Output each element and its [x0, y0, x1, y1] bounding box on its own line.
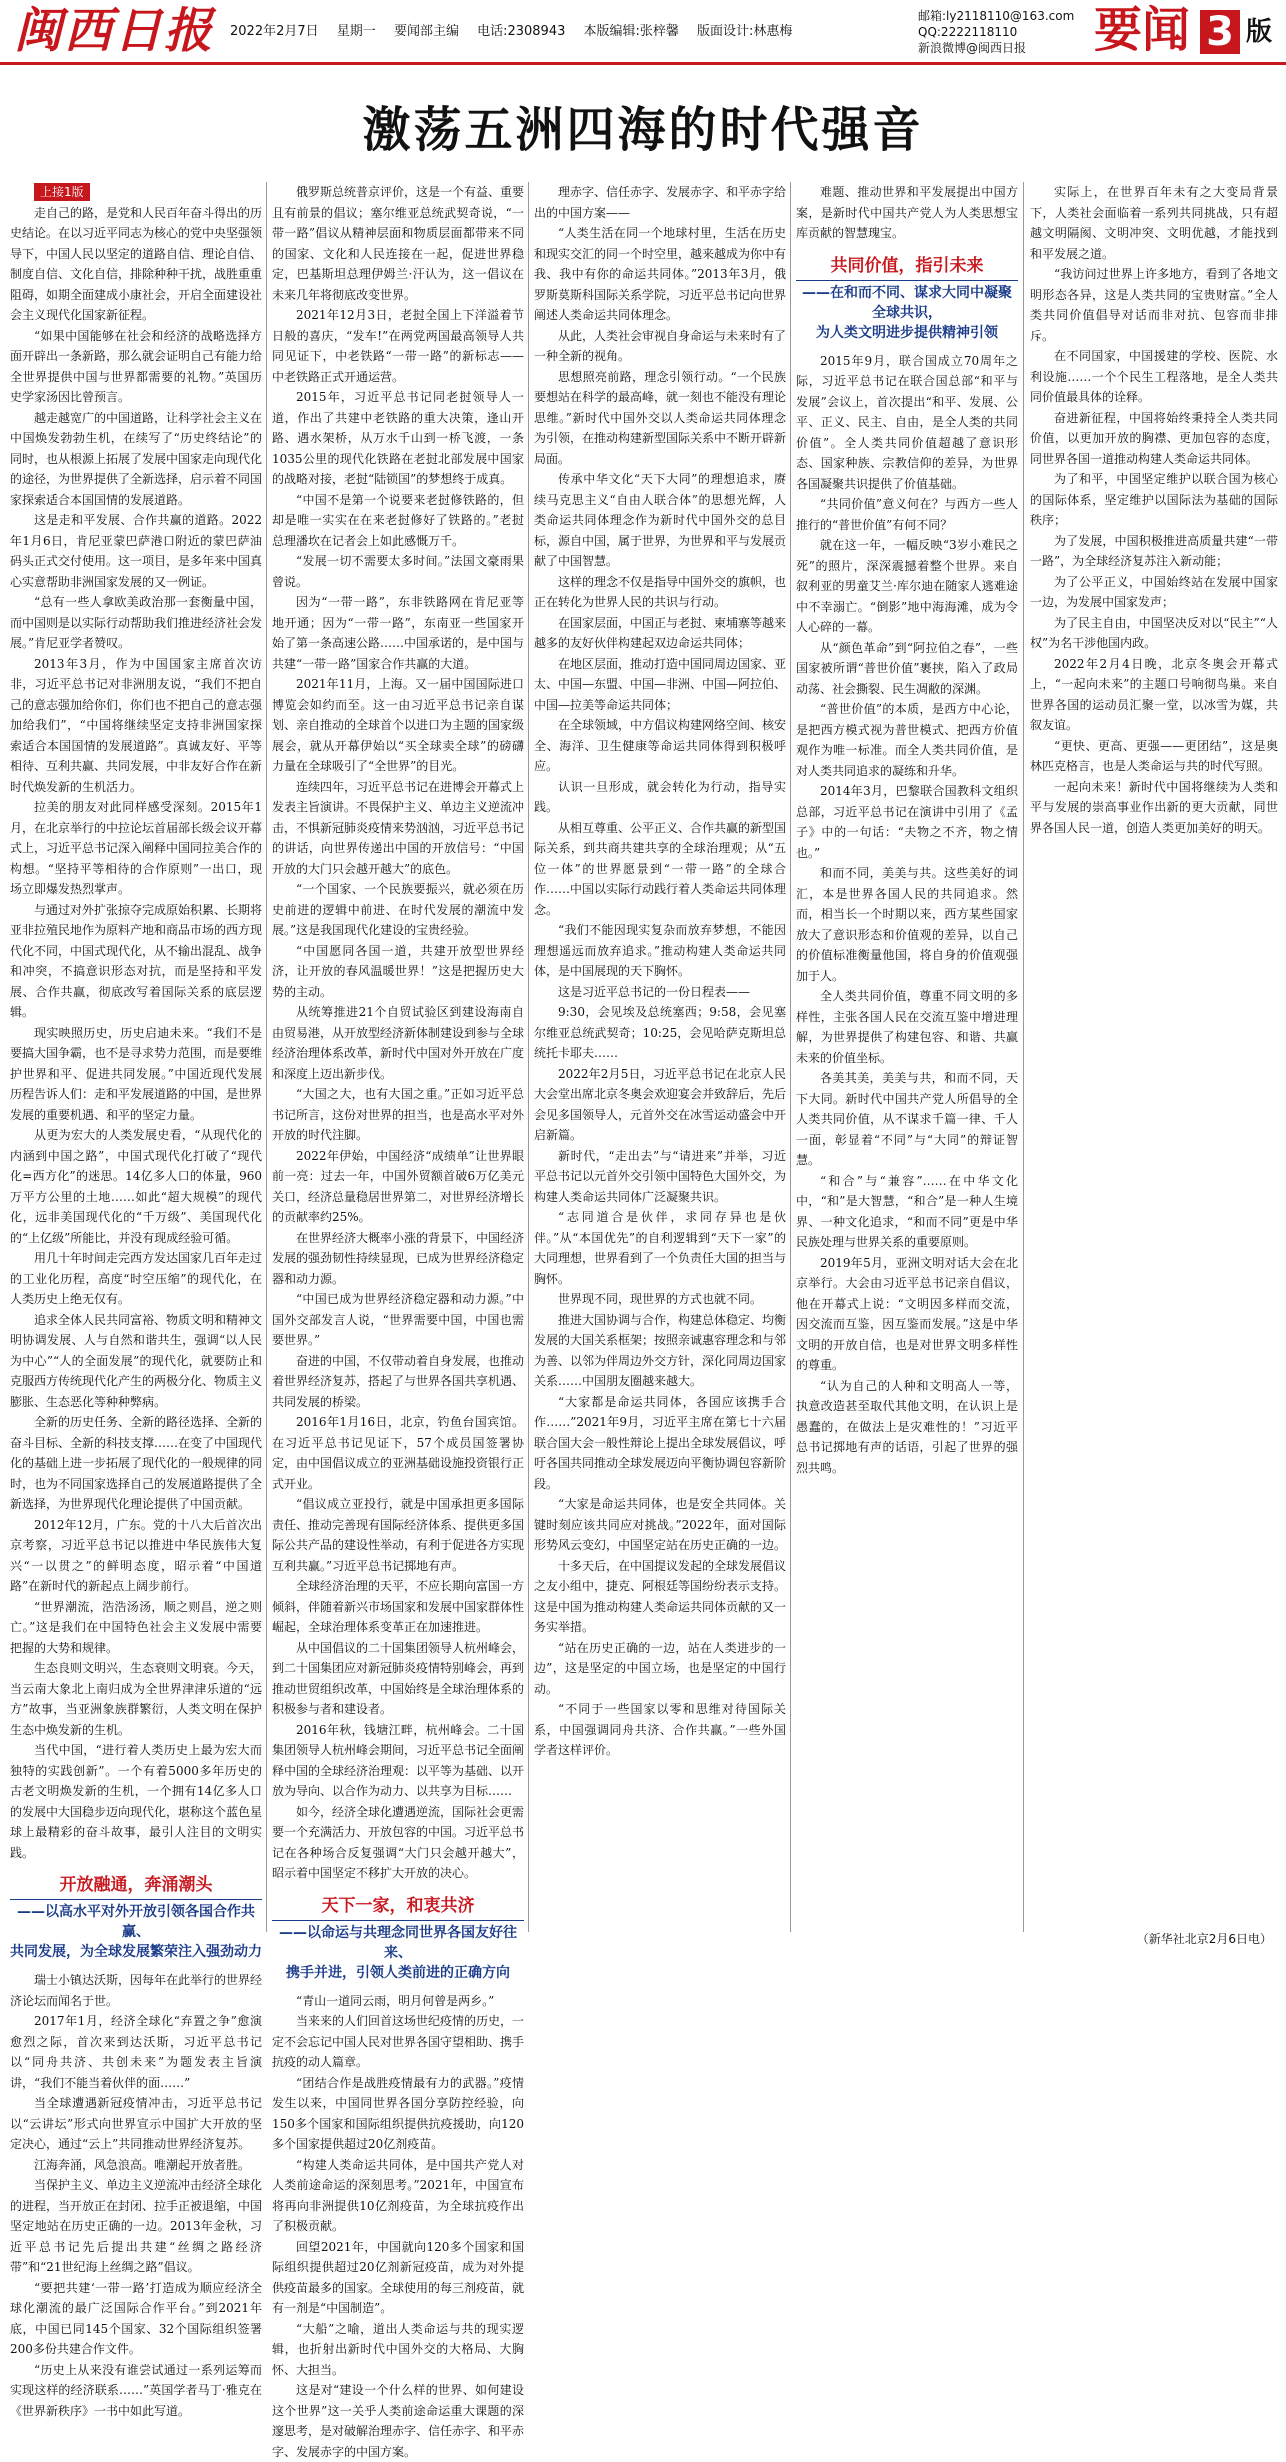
article-paragraph: 当来来的人们回首这场世纪疫情的历史，一定不会忘记中国人民对世界各国守望相助、携手抗疫的动人篇章。 — [272, 2011, 524, 2073]
article-paragraph: 推进大国协调与合作，构建总体稳定、均衡发展的大国关系框架；按照亲诚惠容理念和与邻为善、以邻为伴周边外交方针，深化同周边国家关系……中国朋友圈越来越大。 — [534, 1310, 786, 1392]
column-1 — [10, 182, 262, 1927]
article-paragraph: 从中国倡议的二十国集团领导人杭州峰会，到二十国集团应对新冠肺炎疫情特别峰会，再到推动世贸组织改革，中国始终是全球治理体系的积极参与者和建设者。 — [272, 1638, 524, 1720]
article-paragraph: “不同于一些国家以零和思维对待国际关系，中国强调同舟共济、合作共赢。”一些外国学者这样评价。 — [534, 1699, 786, 1761]
article-paragraph: 2013年3月，作为中国国家主席首次访非，习近平总书记对非洲朋友说，“我们不把自己的意志强加给你们，你们也不把自己的意志强加给我们”，“中国将继续坚定支持非洲国家探索适合本国国情的发展道路”。真诚友好、平等相待、互利共赢、共同发展，中非友好合作在新时代焕发新的生机活力。 — [10, 654, 262, 798]
article-paragraph: 为了民主自由，中国坚决反对以“民主”“人权”为名干涉他国内政。 — [1030, 613, 1278, 654]
article-paragraph: 当代中国，“进行着人类历史上最为宏大而独特的实践创新”。一个有着5000多年历史的古老文明焕发新的生机，一个拥有14亿多人口的发展中大国稳步迈向现代化，堪称这个蓝色星球上最精彩的奋斗故事，最引人注目的文明实践。 — [10, 1740, 262, 1863]
column-2 — [272, 182, 524, 1927]
article-paragraph: 如今，经济全球化遭遇逆流，国际社会更需要一个充满活力、开放包容的中国。习近平总书记在各种场合反复强调“大门只会越开越大”，昭示着中国坚定不移扩大开放的决心。 — [272, 1802, 524, 1884]
col5-paragraphs — [1030, 182, 1278, 838]
article-paragraph: 用几十年时间走完西方发达国家几百年走过的工业化历程，高度“时空压缩”的现代化，在人类历史上绝无仅有。 — [10, 1248, 262, 1310]
article-paragraph: 思想照亮前路，理念引领行动。“一个民族要想站在科学的最高峰，就一刻也不能没有理论思维。”新时代中国外交以人类命运共同体理念为引领，在推动构建新型国际关系中不断开辟新局面。 — [534, 367, 786, 470]
subheading-1-line-1: ——以高水平对外开放引领各国合作共赢、 — [10, 1899, 262, 1942]
article-paragraph: 实际上，在世界百年未有之大变局背景下，人类社会面临着一系列共同挑战，只有超越文明隔阂、文明冲突、文明优越，才能找到和平发展之道。 — [1030, 182, 1278, 264]
newspaper-logo: 闽西日报 — [14, 4, 214, 58]
article-paragraph: “世界潮流，浩浩汤汤，顺之则昌，逆之则亡。”这是我们在中国特色社会主义发展中需要把握的大势和规律。 — [10, 1597, 262, 1659]
subheading-3-title: 共同价值，指引未来 — [796, 254, 1018, 278]
masthead — [0, 0, 1286, 65]
article-paragraph: 为了和平，中国坚定维护以联合国为核心的国际体系，坚定维护以国际法为基础的国际秩序； — [1030, 469, 1278, 531]
article-paragraph: “大家都是命运共同体，各国应该携手合作……”2021年9月，习近平主席在第七十六届联合国大会一般性辩论上提出全球发展倡议，呼吁各国共同推动全球发展迈向平衡协调包容新阶段。 — [534, 1392, 786, 1495]
column-rule — [1023, 182, 1024, 1932]
issue-date: 2022年2月7日 — [230, 24, 319, 39]
article-paragraph: 2017年1月，经济全球化“弃置之争”愈演愈烈之际，首次来到达沃斯，习近平总书记以“同舟共济、共创未来”为题发表主旨演讲，“我们不能当着伙伴的面……” — [10, 2011, 262, 2093]
article-paragraph: 2022年2月5日，习近平总书记在北京人民大会堂出席北京冬奥会欢迎宴会并致辞后，先后会见多国领导人，元首外交在冰雪运动盛会中开启新篇。 — [534, 1064, 786, 1146]
article-paragraph: “一个国家、一个民族要振兴，就必须在历史前进的逻辑中前进、在时代发展的潮流中发展。”这是我国现代化建设的宝贵经验。 — [272, 879, 524, 941]
article-paragraph: 因为“一带一路”，东非铁路网在肯尼亚等地开通；因为“一带一路”，东南亚一些国家开始了第一条高速公路……中国承诺的，是中国与共建“一带一路”国家合作共赢的大道。 — [272, 592, 524, 674]
article-paragraph: 连续四年，习近平总书记在进博会开幕式上发表主旨演讲。不畏保护主义、单边主义逆流冲击，不惧新冠肺炎疫情来势汹汹，习近平总书记的讲话，向世界传递出中国的开放信号：“中国开放的大门只会越开越大”的底色。 — [272, 777, 524, 880]
article-paragraph: “总有一些人拿欧美政治那一套衡量中国，而中国则是以实际行动帮助我们推进经济社会发展。”肯尼亚学者赞叹。 — [10, 592, 262, 654]
article-paragraph: 2015年，习近平总书记同老挝领导人一道，作出了共建中老铁路的重大决策，逢山开路、遇水架桥，从万水千山到一桥飞渡，一条1035公里的现代化铁路在老挝北部发展中国家的战略对接，老挝“陆锁国”的梦想终于成真。 — [272, 387, 524, 490]
article-paragraph: 从相互尊重、公平正义、合作共赢的新型国际关系，到共商共建共享的全球治理观；从“五位一体”的世界愿景到“一带一路”的全球合作……中国以实际行动践行着人类命运共同体理念。 — [534, 818, 786, 921]
subheading-2-line-2: 携手并进，引领人类前进的正确方向 — [272, 1963, 524, 1983]
article-paragraph: “大家是命运共同体，也是安全共同体。关键时刻应该共同应对挑战。”2022年，面对国际形势风云变幻，中国坚定站在历史正确的一边。 — [534, 1494, 786, 1556]
article-paragraph: 2014年3月，巴黎联合国教科文组织总部，习近平总书记在演讲中引用了《孟子》中的一句话：“夫物之不齐，物之情也。” — [796, 781, 1018, 863]
article-paragraph: “共同价值”意义何在？与西方一些人推行的“普世价值”有何不同？ — [796, 494, 1018, 535]
phone: 电话:2308943 — [477, 24, 565, 39]
article-paragraph: 从更为宏大的人类发展史看，“从现代化的内涵到中国之路”，中国式现代化打破了“现代化=西方化”的迷思。14亿多人口的体量，960万平方公里的土地……如此“超大规模”的现代化，远非美国现代化的“千万级”、美国现代化的“上亿级”所能比，并没有现成经验可循。 — [10, 1125, 262, 1248]
subheading-3-line-1: ——在和而不同、谋求大同中凝聚全球共识， — [796, 280, 1018, 323]
article-paragraph: 从“颜色革命”到“阿拉伯之春”，一些国家被所谓“普世价值”裹挟，陷入了政局动荡、社会撕裂、民生凋敝的深渊。 — [796, 638, 1018, 700]
article-paragraph: 2022年伊始，中国经济“成绩单”让世界眼前一亮：过去一年，中国外贸额首破6万亿美元关口，经济总量稳居世界第二，对世界经济增长的贡献率约25%。 — [272, 1146, 524, 1228]
article-paragraph: “大国之大，也有大国之重。”正如习近平总书记所言，这份对世界的担当，也是高水平对外开放的时代注脚。 — [272, 1084, 524, 1146]
article-paragraph: 在地区层面，推动打造中国同周边国家、亚太、中国—东盟、中国—非洲、中国—阿拉伯、中国—拉美等命运共同体； — [534, 654, 786, 716]
article-paragraph: 难题、推动世界和平发展提出中国方案，是新时代中国共产党人为人类思想宝库贡献的智慧瑰宝。 — [796, 182, 1018, 244]
section-name: 要闻 — [1094, 2, 1190, 58]
col1-paragraphs — [10, 203, 262, 1864]
continued-tag-line — [10, 182, 262, 203]
article-paragraph: 就在这一年，一幅反映“3岁小难民之死”的照片，深深震撼着整个世界。来自叙利亚的男童艾兰·库尔迪在随家人逃难途中不幸溺亡。“倒影”地中海海滩，成为令人心碎的一幕。 — [796, 535, 1018, 638]
article-paragraph: 2012年12月，广东。党的十八大后首次出京考察，习近平总书记以推进中华民族伟大复兴“一以贯之”的鲜明态度，昭示着“中国道路”在新时代的新起点上阔步前行。 — [10, 1515, 262, 1597]
article-paragraph: “如果中国能够在社会和经济的战略选择方面开辟出一条新路，那么就会证明自己有能力给全世界提供中国与世界都需要的礼物。”英国历史学家汤因比曾预言。 — [10, 326, 262, 408]
qq: QQ:2222118110 — [918, 24, 1074, 40]
article-paragraph: “更快、更高、更强——更团结”，这是奥林匹克格言，也是人类命运与共的时代写照。 — [1030, 736, 1278, 777]
email: 邮箱:ly2118110@163.com — [918, 8, 1074, 24]
article-paragraph: 世界现不同，现世界的方式也就不同。 — [534, 1289, 786, 1310]
article-paragraph: 奋进新征程，中国将始终秉持全人类共同价值，以更加开放的胸襟、更加包容的态度，同世界各国一道推动构建人类命运共同体。 — [1030, 408, 1278, 470]
article-paragraph: 为了发展，中国积极推进高质量共建“一带一路”，为全球经济复苏注入新动能； — [1030, 531, 1278, 572]
page-suffix: 版 — [1246, 10, 1272, 54]
column-4 — [796, 182, 1018, 1478]
col4-intro — [796, 182, 1018, 244]
subheading-3-line-2: 为人类文明进步提供精神引领 — [796, 323, 1018, 343]
page-number: 3 — [1200, 10, 1240, 54]
article-paragraph: 当保护主义、单边主义逆流冲击经济全球化的进程，当开放正在封闭、拉手正被退缩，中国坚定地站在历史正确的一边。2013年金秋，习近平总书记先后提出共建“丝绸之路经济带”和“21世纪海上丝绸之路”倡议。 — [10, 2175, 262, 2278]
article-paragraph: 从此，人类社会审视自身命运与未来时有了一种全新的视角。 — [534, 326, 786, 367]
issue-meta — [230, 22, 806, 42]
article-paragraph: 这是对“建设一个什么样的世界、如何建设这个世界”这一关乎人类前途命运重大课题的深邃思考，是对破解治理赤字、信任赤字、和平赤字、发展赤字的中国方案。 — [272, 2380, 524, 2462]
article-paragraph: 2021年11月，上海。又一届中国国际进口博览会如约而至。这一由习近平总书记亲自谋划、亲自推动的全球首个以进口为主题的国家级展会，就从开幕伊始以“买全球卖全球”的磅礴力量在全球吸引了“全世界”的目光。 — [272, 674, 524, 777]
article-paragraph: “志同道合是伙伴，求同存异也是伙伴。”从“本国优先”的自利逻辑到“天下一家”的大同理想，世界看到了一个负责任大国的担当与胸怀。 — [534, 1207, 786, 1289]
article-paragraph: “普世价值”的本质，是西方中心论，是把西方模式视为普世模式、把西方价值观作为唯一标准。而全人类共同价值，是对人类共同追求的凝练和升华。 — [796, 699, 1018, 781]
article-paragraph: “中国愿同各国一道，共建开放型世界经济，让开放的春风温暖世界！”这是把握历史大势的主动。 — [272, 941, 524, 1003]
article-paragraph: “倡议成立亚投行，就是中国承担更多国际责任、推动完善现有国际经济体系、提供更多国际公共产品的建设性举动，有利于促进各方实现互利共赢。”习近平总书记掷地有声。 — [272, 1494, 524, 1576]
article-paragraph: 生态良则文明兴，生态衰则文明衰。今天，当云南大象北上南归成为全世界津津乐道的“远方”故事，当亚洲象族群繁衍，人类文明在保护生态中焕发新的生机。 — [10, 1658, 262, 1740]
col1b-paragraphs — [10, 1970, 262, 2421]
article-paragraph: 奋进的中国，不仅带动着自身发展，也推动着世界经济复苏，搭起了与世界各国共享机遇、共同发展的桥梁。 — [272, 1351, 524, 1413]
article-paragraph: 当全球遭遇新冠疫情冲击，习近平总书记以“云讲坛”形式向世界宣示中国扩大开放的坚定决心，通过“云上”共同推动世界经济复苏。 — [10, 2093, 262, 2155]
article-paragraph: 2022年2月4日晚，北京冬奥会开幕式上，“一起向未来”的主题口号响彻鸟巢。来自世界各国的运动员汇聚一堂，以冰雪为媒，共叙友谊。 — [1030, 654, 1278, 736]
col2-paragraphs — [272, 182, 524, 1884]
article-paragraph: 这是走和平发展、合作共赢的道路。2022年1月6日，肯尼亚蒙巴萨港口附近的蒙巴萨油码头正式交付使用。这一项目，是多年来中国真心实意帮助非洲国家发展的又一例证。 — [10, 510, 262, 592]
article-paragraph: 拉美的朋友对此同样感受深刻。2015年1月，在北京举行的中拉论坛首届部长级会议开幕式上，习近平总书记深入阐释中国同拉美合作的构想。“坚持平等相待的合作原则”一出口，现场立即爆发热烈掌声。 — [10, 797, 262, 900]
article-paragraph: “构建人类命运共同体，是中国共产党人对人类前途命运的深刻思考。”2021年，中国宣布将再向非洲提供10亿剂疫苗，为全球抗疫作出了积极贡献。 — [272, 2155, 524, 2237]
article-paragraph: 2016年秋，钱塘江畔，杭州峰会。二十国集团领导人杭州峰会期间，习近平总书记全面阐释中国的全球经济治理观：以平等为基础、以开放为导向、以合作为动力、以共享为目标…… — [272, 1720, 524, 1802]
subheading-2-line-1: ——以命运与共理念同世界各国友好往来、 — [272, 1920, 524, 1963]
article-paragraph: 在不同国家，中国援建的学校、医院、水利设施……一个个民生工程落地，是全人类共同价值最具体的诠释。 — [1030, 346, 1278, 408]
contact-info — [918, 8, 1074, 56]
article-paragraph: 现实映照历史，历史启迪未来。“我们不是要搞大国争霸，也不是寻求势力范围，而是要维护世界和平、促进共同发展。”中国近现代发展历程告诉人们：走和平发展道路的中国，是世界发展的重要机遇、和平的坚定力量。 — [10, 1023, 262, 1126]
article-paragraph: 瑞士小镇达沃斯，因每年在此举行的世界经济论坛而闻名于世。 — [10, 1970, 262, 2011]
article-paragraph: “历史上从来没有谁尝试通过一系列运筹而实现这样的经济联系……”英国学者马丁·雅克在《世界新秩序》一书中如此写道。 — [10, 2360, 262, 2422]
continued-tag: 上接1版 — [34, 183, 90, 201]
article-paragraph: 在国家层面，中国正与老挝、柬埔寨等越来越多的友好伙伴构建起双边命运共同体； — [534, 613, 786, 654]
column-rule — [790, 182, 791, 1932]
article-paragraph: 追求全体人民共同富裕、物质文明和精神文明协调发展、人与自然和谐共生，强调“以人民为中心”“人的全面发展”的现代化，就要防止和克服西方传统现代化产生的两极分化、物质主义膨胀、生态恶化等种种弊病。 — [10, 1310, 262, 1413]
article-paragraph: 认识一旦形成，就会转化为行动，指导实践。 — [534, 777, 786, 818]
article-headline: 激荡五洲四海的时代强音 — [0, 100, 1286, 160]
column-5 — [1030, 182, 1278, 838]
issue-weekday: 星期一 — [337, 24, 376, 39]
column-3 — [534, 182, 786, 1761]
article-paragraph: 回望2021年，中国就向120多个国家和国际组织提供超过20亿剂新冠疫苗，成为对外提供疫苗最多的国家。全球使用的每三剂疫苗，就有一剂是“中国制造”。 — [272, 2237, 524, 2319]
article-paragraph: 十多天后，在中国提议发起的全球发展倡议之友小组中，捷克、阿根廷等国纷纷表示支持。这是中国为推动构建人类命运共同体贡献的又一务实举措。 — [534, 1556, 786, 1638]
article-paragraph: 江海奔涌，风急浪高。唯潮起开放者胜。 — [10, 2155, 262, 2176]
subheading-2-title: 天下一家，和衷共济 — [272, 1894, 524, 1918]
col4-paragraphs — [796, 351, 1018, 1479]
article-paragraph: “中国已成为世界经济稳定器和动力源。”中国外交部发言人说，“世界需要中国，中国也需要世界。” — [272, 1289, 524, 1351]
column-rule — [528, 182, 529, 1932]
article-paragraph: “大船”之喻，道出人类命运与共的现实逻辑，也折射出新时代中国外交的大格局、大胸怀、大担当。 — [272, 2319, 524, 2381]
wechat: 新浪微博@闽西日报 — [918, 40, 1074, 56]
article-paragraph: 在全球领域，中方倡议构建网络空间、核安全、海洋、卫生健康等命运共同体得到积极呼应。 — [534, 715, 786, 777]
article-paragraph: “青山一道同云雨，明月何曾是两乡。” — [272, 1991, 524, 2012]
article-paragraph: 全球经济治理的天平，不应长期向富国一方倾斜，伴随着新兴市场国家和发展中国家群体性崛起，全球治理体系变革正在加速推进。 — [272, 1576, 524, 1638]
subheading-1 — [10, 1873, 262, 1962]
article-paragraph: 越走越宽广的中国道路，让科学社会主义在中国焕发勃勃生机，在续写了“历史终结论”的同时，也从根源上拓展了发展中国家走向现代化的途径，为世界提供了全新选择，启示着不同国家探索适合本国国情的发展道路。 — [10, 408, 262, 511]
article-paragraph: 与通过对外扩张掠夺完成原始积累、长期将亚非拉殖民地作为原料产地和商品市场的西方现代化不同，中国式现代化，从不输出混乱、战争和冲突，不搞意识形态对抗，而是坚持和平发展、合作共赢，彻底改写着国际关系的底层逻辑。 — [10, 900, 262, 1023]
article-paragraph: 俄罗斯总统普京评价，这是一个有益、重要且有前景的倡议；塞尔维亚总统武契奇说，“一带一路”倡议从精神层面和物质层面都带来不同的国家、文化和人民连接在一起，促进世界稳定，巴基斯坦总理伊姆兰·汗认为，这一倡议在未来几年将彻底改变世界。 — [272, 182, 524, 305]
article-paragraph: 全新的历史任务、全新的路径选择、全新的奋斗目标、全新的科技支撑……在变了中国现代化的基础上进一步拓展了现代化的一般规律的同时，也为不同国家选择自己的发展道路提供了全新选择，为世界现代化理论提供了中国贡献。 — [10, 1412, 262, 1515]
col3-paragraphs — [534, 182, 786, 1761]
subheading-1-line-2: 共同发展，为全球发展繁荣注入强劲动力 — [10, 1942, 262, 1962]
duty-editor: 本版编辑:张梓馨 — [584, 24, 679, 39]
article-paragraph: “人类生活在同一个地球村里，生活在历史和现实交汇的同一个时空里，越来越成为你中有我、我中有你的命运共同体。”2013年3月，俄罗斯莫斯科国际关系学院，习近平总书记向世界阐述人类命运共同体理念。 — [534, 223, 786, 326]
article-paragraph: 2016年1月16日，北京，钓鱼台国宾馆。在习近平总书记见证下，57个成员国签署协定，由中国倡议成立的亚洲基础设施投资银行正式开业。 — [272, 1412, 524, 1494]
article-paragraph: “团结合作是战胜疫情最有力的武器。”疫情发生以来，中国同世界各国分享防控经验，向150多个国家和国际组织提供抗疫援助，向120多个国家提供超过20亿剂疫苗。 — [272, 2073, 524, 2155]
news-source: （新华社北京2月6日电） — [1137, 1930, 1272, 1948]
article-paragraph: 各美其美，美美与共，和而不同，天下大同。新时代中国共产党人所倡导的全人类共同价值，从不谋求千篇一律、千人一面，彰显着“不同”与“大同”的辩证智慧。 — [796, 1068, 1018, 1171]
article-paragraph: “站在历史正确的一边，站在人类进步的一边”，这是坚定的中国立场，也是坚定的中国行动。 — [534, 1638, 786, 1700]
col2b-paragraphs — [272, 1991, 524, 2462]
article-paragraph: 为了公平正义，中国始终站在发展中国家一边，为发展中国家发声； — [1030, 572, 1278, 613]
article-paragraph: 在世界经济大概率小涨的背景下，中国经济发展的强劲韧性持续显现，已成为世界经济稳定器和动力源。 — [272, 1228, 524, 1290]
article-paragraph: 这样的理念不仅是指导中国外交的旗帜，也正在转化为世界人民的共识与行动。 — [534, 572, 786, 613]
article-paragraph: “发展一切不需要太多时间。”法国文豪雨果曾说。 — [272, 551, 524, 592]
article-paragraph: 9:30，会见埃及总统塞西；9:58，会见塞尔维亚总统武契奇；10:25，会见哈萨克斯坦总统托卡耶夫…… — [534, 1002, 786, 1064]
subheading-2 — [272, 1894, 524, 1983]
article-paragraph: 2021年12月3日，老挝全国上下洋溢着节日般的喜庆，“发车!”在两党两国最高领导人共同见证下，中老铁路“一带一路”的新标志——中老铁路正式开通运营。 — [272, 305, 524, 387]
subheading-1-title: 开放融通，奔涌潮头 — [10, 1873, 262, 1897]
editor-dept: 要闻部主编 — [394, 24, 459, 39]
column-rule — [266, 182, 267, 1932]
article-paragraph: 2015年9月，联合国成立70周年之际，习近平总书记在联合国总部“和平与发展”会议上，首次提出“和平、发展、公平、正义、民主、自由，是全人类的共同价值”。全人类共同价值超越了意识形态、国家种族、宗教信仰的差异，为世界各国凝聚共识提供了价值基础。 — [796, 351, 1018, 495]
article-paragraph: “我访问过世界上许多地方，看到了各地文明形态各异，这是人类共同的宝贵财富。”全人类共同价值倡导对话而非对抗、包容而非排斥。 — [1030, 264, 1278, 346]
subheading-3 — [796, 254, 1018, 343]
article-paragraph: 2019年5月，亚洲文明对话大会在北京举行。大会由习近平总书记亲自倡议，他在开幕式上说：“文明因多样而交流，因交流而互鉴，因互鉴而发展。”这是中华文明的开放自信，也是对世界文明多样性的尊重。 — [796, 1253, 1018, 1376]
article-paragraph: 和而不同，美美与共。这些美好的词汇，本是世界各国人民的共同追求。然而，相当长一个时期以来，西方某些国家放大了意识形态和价值观的差异，以自己的价值标准衡量他国，将自身的价值观强加于人。 — [796, 863, 1018, 986]
article-paragraph: 全人类共同价值，尊重不同文明的多样性，主张各国人民在交流互鉴中增进理解，为世界提供了构建包容、和谐、共赢未来的价值坐标。 — [796, 986, 1018, 1068]
article-paragraph: “要把共建‘一带一路’打造成为顺应经济全球化潮流的最广泛国际合作平台。”到2021年底，中国已同145个国家、32个国际组织签署200多份共建合作文件。 — [10, 2278, 262, 2360]
article-paragraph: 一起向未来！新时代中国将继续为人类和平与发展的崇高事业作出新的更大贡献，同世界各国人民一道，创造人类更加美好的明天。 — [1030, 777, 1278, 839]
article-paragraph: 新时代，“走出去”与“请进来”并举，习近平总书记以元首外交引领中国特色大国外交，为构建人类命运共同体广泛凝聚共识。 — [534, 1146, 786, 1208]
article-paragraph: “我们不能因现实复杂而放弃梦想，不能因理想遥远而放弃追求。”推动构建人类命运共同体，是中国展现的天下胸怀。 — [534, 920, 786, 982]
article-paragraph: “和合”与“兼容”……在中华文化中，“和”是大智慧，“和合”是一种人生境界、一种文化追求，“和而不同”更是中华民族处理与世界关系的重要原则。 — [796, 1171, 1018, 1253]
article-paragraph: 这是习近平总书记的一份日程表—— — [534, 982, 786, 1003]
designer: 版面设计:林惠梅 — [697, 24, 792, 39]
article-paragraph: “中国不是第一个说要来老挝修铁路的，但却是唯一实实在在来老挝修好了铁路的。”老挝总理潘坎在记者会上如此感慨万千。 — [272, 490, 524, 552]
article-paragraph: 理赤字、信任赤字、发展赤字、和平赤字给出的中国方案—— — [534, 182, 786, 223]
article-paragraph: “认为自己的人种和文明高人一等，执意改造甚至取代其他文明，在认识上是愚蠢的，在做法上是灾难性的！”习近平总书记掷地有声的话语，引起了世界的强烈共鸣。 — [796, 1376, 1018, 1479]
article-paragraph: 传承中华文化“天下大同”的理想追求，赓续马克思主义“自由人联合体”的思想光辉，人类命运共同体理念作为新时代中国外交的总目标，源自中国，属于世界，为世界和平与发展贡献了中国智慧。 — [534, 469, 786, 572]
article-paragraph: 走自己的路，是党和人民百年奋斗得出的历史结论。在以习近平同志为核心的党中央坚强领导下，中国人民以坚定的道路自信、理论自信、制度自信、文化自信，排除种种干扰，战胜重重阻碍，如期全面建成小康社会，开启全面建设社会主义现代化国家新征程。 — [10, 203, 262, 326]
article-paragraph: 从统筹推进21个自贸试验区到建设海南自由贸易港，从开放型经济新体制建设到参与全球经济治理体系改革，新时代中国对外开放在广度和深度上迈出新步伐。 — [272, 1002, 524, 1084]
